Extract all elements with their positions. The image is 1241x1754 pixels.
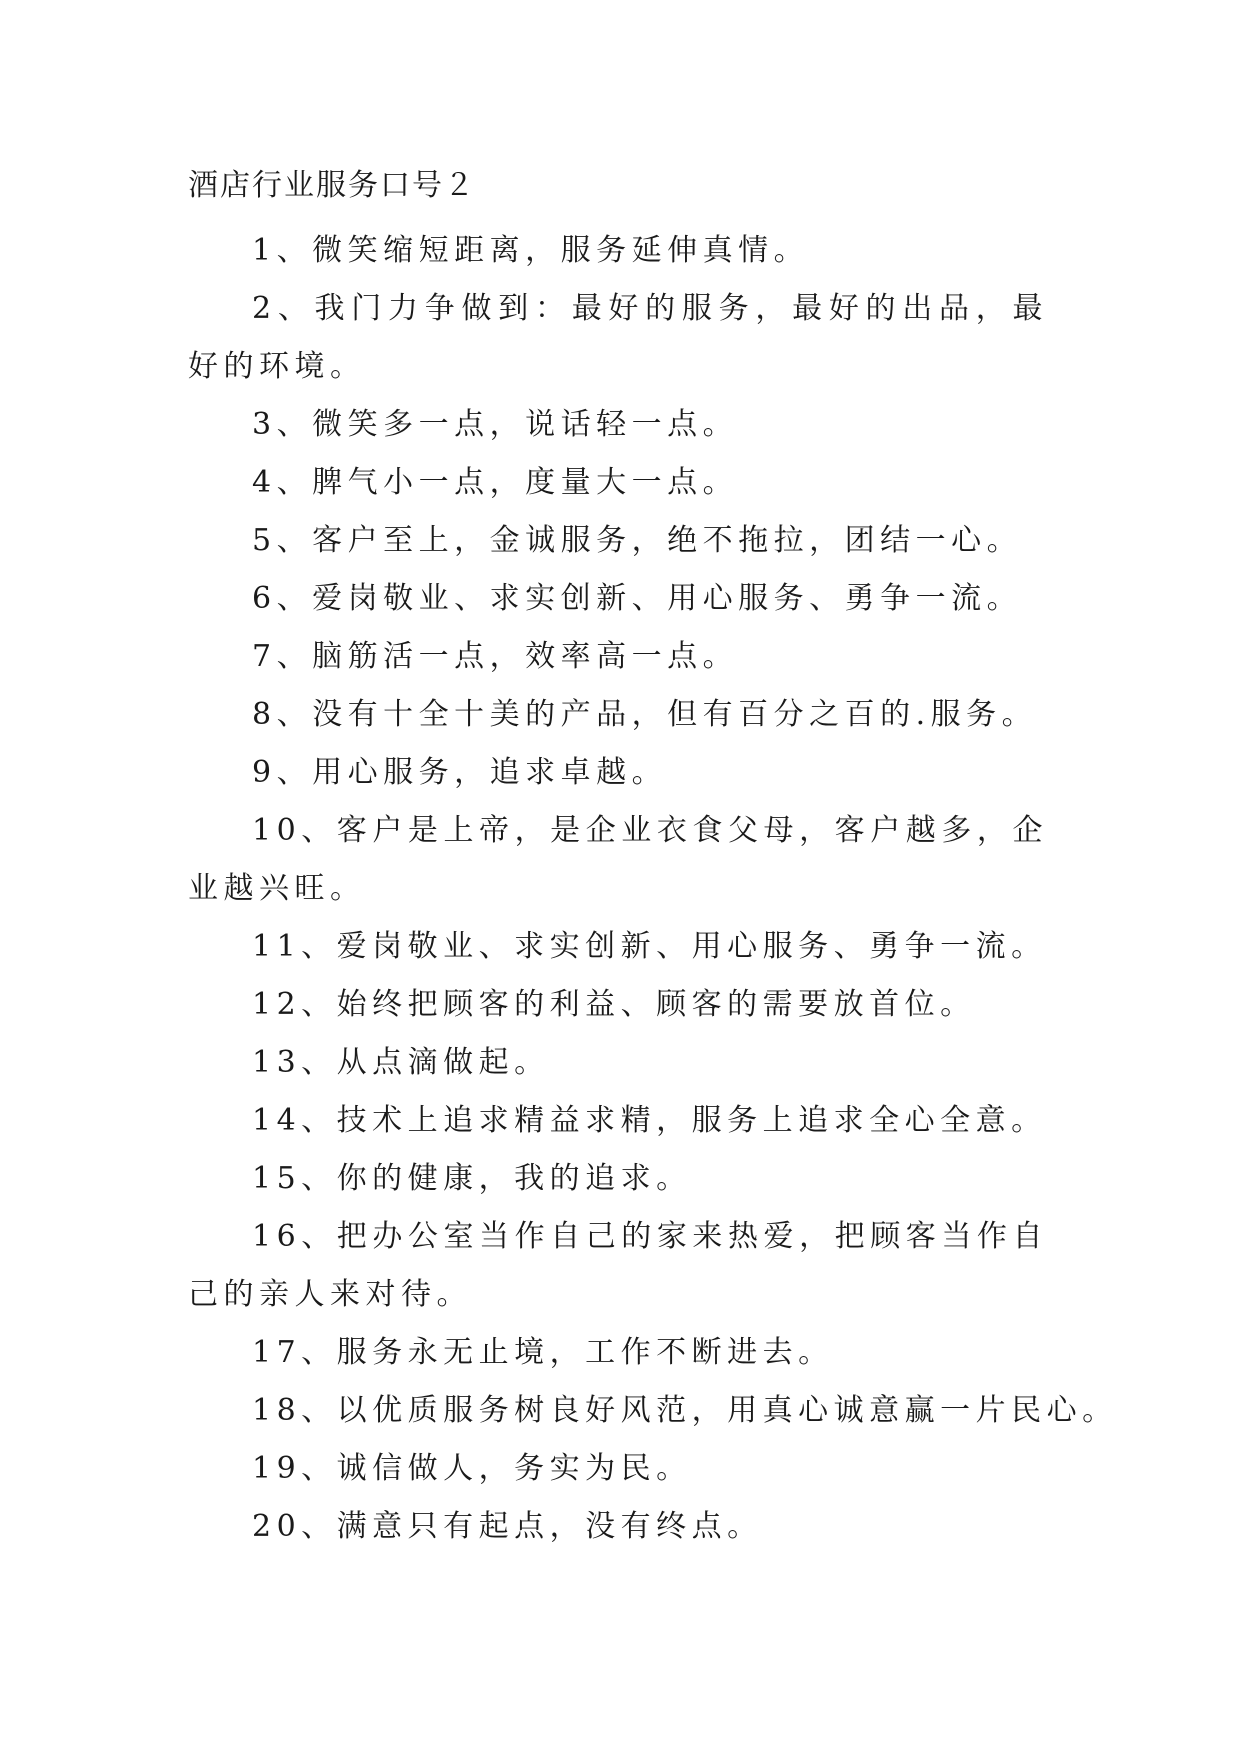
slogan-item: 6、爱岗敬业、求实创新、用心服务、勇争一流。 bbox=[252, 581, 1023, 616]
slogan-item: 19、诚信做人，务实为民。 bbox=[252, 1451, 692, 1486]
slogan-item: 18、以优质服务树良好风范，用真心诚意赢一片民心。 bbox=[252, 1393, 1118, 1428]
slogan-item: 1、微笑缩短距离，服务延伸真情。 bbox=[252, 233, 810, 268]
slogan-item: 2、我门力争做到：最好的服务，最好的出品，最好的环境。 bbox=[188, 291, 1048, 384]
document-title: 酒店行业服务口号２ bbox=[188, 168, 476, 203]
slogan-item: 17、服务永无止境，工作不断进去。 bbox=[252, 1335, 834, 1370]
slogan-item: 13、从点滴做起。 bbox=[252, 1045, 550, 1080]
slogan-item: 9、用心服务，追求卓越。 bbox=[252, 755, 668, 790]
slogan-item: 11、爱岗敬业、求实创新、用心服务、勇争一流。 bbox=[252, 929, 1047, 964]
slogan-list bbox=[188, 222, 1118, 1556]
slogan-item: 15、你的健康，我的追求。 bbox=[252, 1161, 692, 1196]
slogan-item: 10、客户是上帝，是企业衣食父母，客户越多，企业越兴旺。 bbox=[188, 813, 1048, 906]
slogan-item: 12、始终把顾客的利益、顾客的需要放首位。 bbox=[252, 987, 976, 1022]
slogan-item: 7、脑筋活一点，效率高一点。 bbox=[252, 639, 739, 674]
slogan-item: 20、满意只有起点，没有终点。 bbox=[252, 1509, 763, 1544]
slogan-item: 8、没有十全十美的产品，但有百分之百的.服务。 bbox=[252, 697, 1038, 732]
slogan-item: 4、脾气小一点，度量大一点。 bbox=[252, 465, 739, 500]
slogan-item: 14、技术上追求精益求精，服务上追求全心全意。 bbox=[252, 1103, 1047, 1138]
slogan-item: 16、把办公室当作自己的家来热爱，把顾客当作自己的亲人来对待。 bbox=[188, 1219, 1048, 1312]
slogan-item: 3、微笑多一点，说话轻一点。 bbox=[252, 407, 739, 442]
slogan-item: 5、客户至上，金诚服务，绝不拖拉，团结一心。 bbox=[252, 523, 1023, 558]
